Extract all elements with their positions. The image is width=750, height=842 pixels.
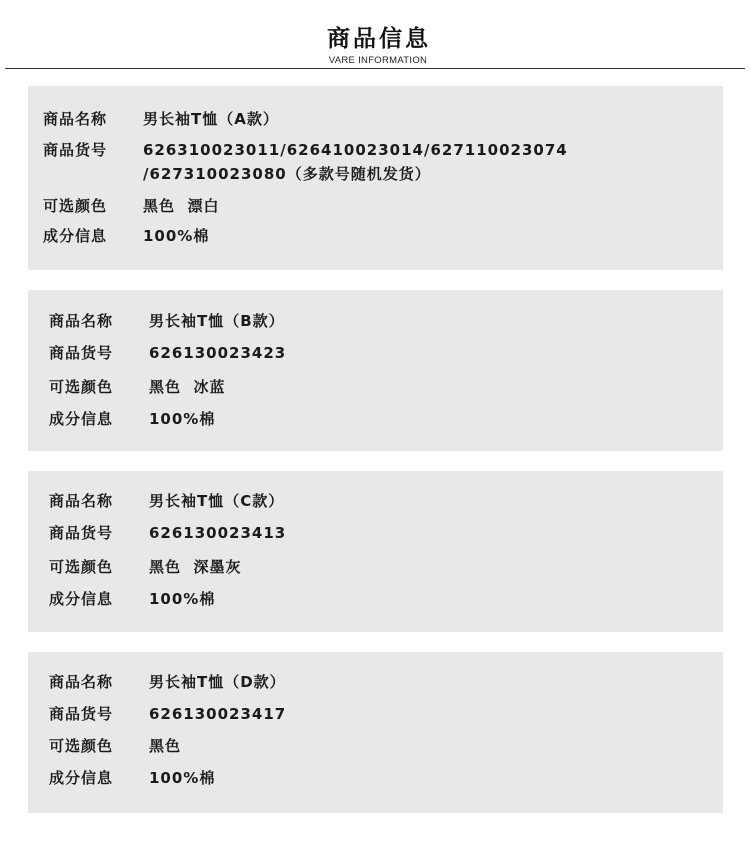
color-value: 黑色	[149, 737, 182, 755]
material-value: 100%棉	[149, 590, 216, 608]
material-label: 成分信息	[49, 590, 114, 608]
code-value: 626130023413	[149, 524, 287, 542]
page-title: 商品信息	[327, 26, 431, 52]
code-label: 商品货号	[49, 524, 114, 542]
header-divider	[5, 68, 745, 69]
name-value: 男长袖T恤（A款）	[143, 110, 279, 128]
product-card-a	[28, 86, 723, 270]
page-subtitle: VARE INFORMATION	[328, 55, 428, 66]
material-label: 成分信息	[49, 410, 114, 428]
material-label: 成分信息	[49, 769, 114, 787]
code-label: 商品货号	[49, 705, 114, 723]
product-card-d	[28, 652, 723, 813]
name-value: 男长袖T恤（B款）	[149, 312, 285, 330]
name-label: 商品名称	[49, 312, 114, 330]
material-value: 100%棉	[149, 769, 216, 787]
color-value: 黑色 深墨灰	[149, 558, 242, 576]
material-label: 成分信息	[43, 227, 108, 245]
color-label: 可选颜色	[49, 378, 114, 396]
color-value: 黑色 冰蓝	[149, 378, 226, 396]
product-card-c	[28, 471, 723, 632]
material-value: 100%棉	[149, 410, 216, 428]
code-label: 商品货号	[49, 344, 114, 362]
name-value: 男长袖T恤（D款）	[149, 673, 286, 691]
code-value: 626310023011/626410023014/627110023074	[143, 141, 568, 159]
name-value: 男长袖T恤（C款）	[149, 492, 285, 510]
code-value: 626130023423	[149, 344, 287, 362]
product-card-b	[28, 290, 723, 451]
material-value: 100%棉	[143, 227, 210, 245]
name-label: 商品名称	[43, 110, 108, 128]
name-label: 商品名称	[49, 492, 114, 510]
page-header	[0, 0, 750, 72]
color-label: 可选颜色	[43, 197, 108, 215]
code-value: 626130023417	[149, 705, 287, 723]
color-value: 黑色 漂白	[143, 197, 220, 215]
color-label: 可选颜色	[49, 737, 114, 755]
code-label: 商品货号	[43, 141, 108, 159]
name-label: 商品名称	[49, 673, 114, 691]
color-label: 可选颜色	[49, 558, 114, 576]
code-value-continued: /627310023080（多款号随机发货）	[143, 165, 431, 183]
